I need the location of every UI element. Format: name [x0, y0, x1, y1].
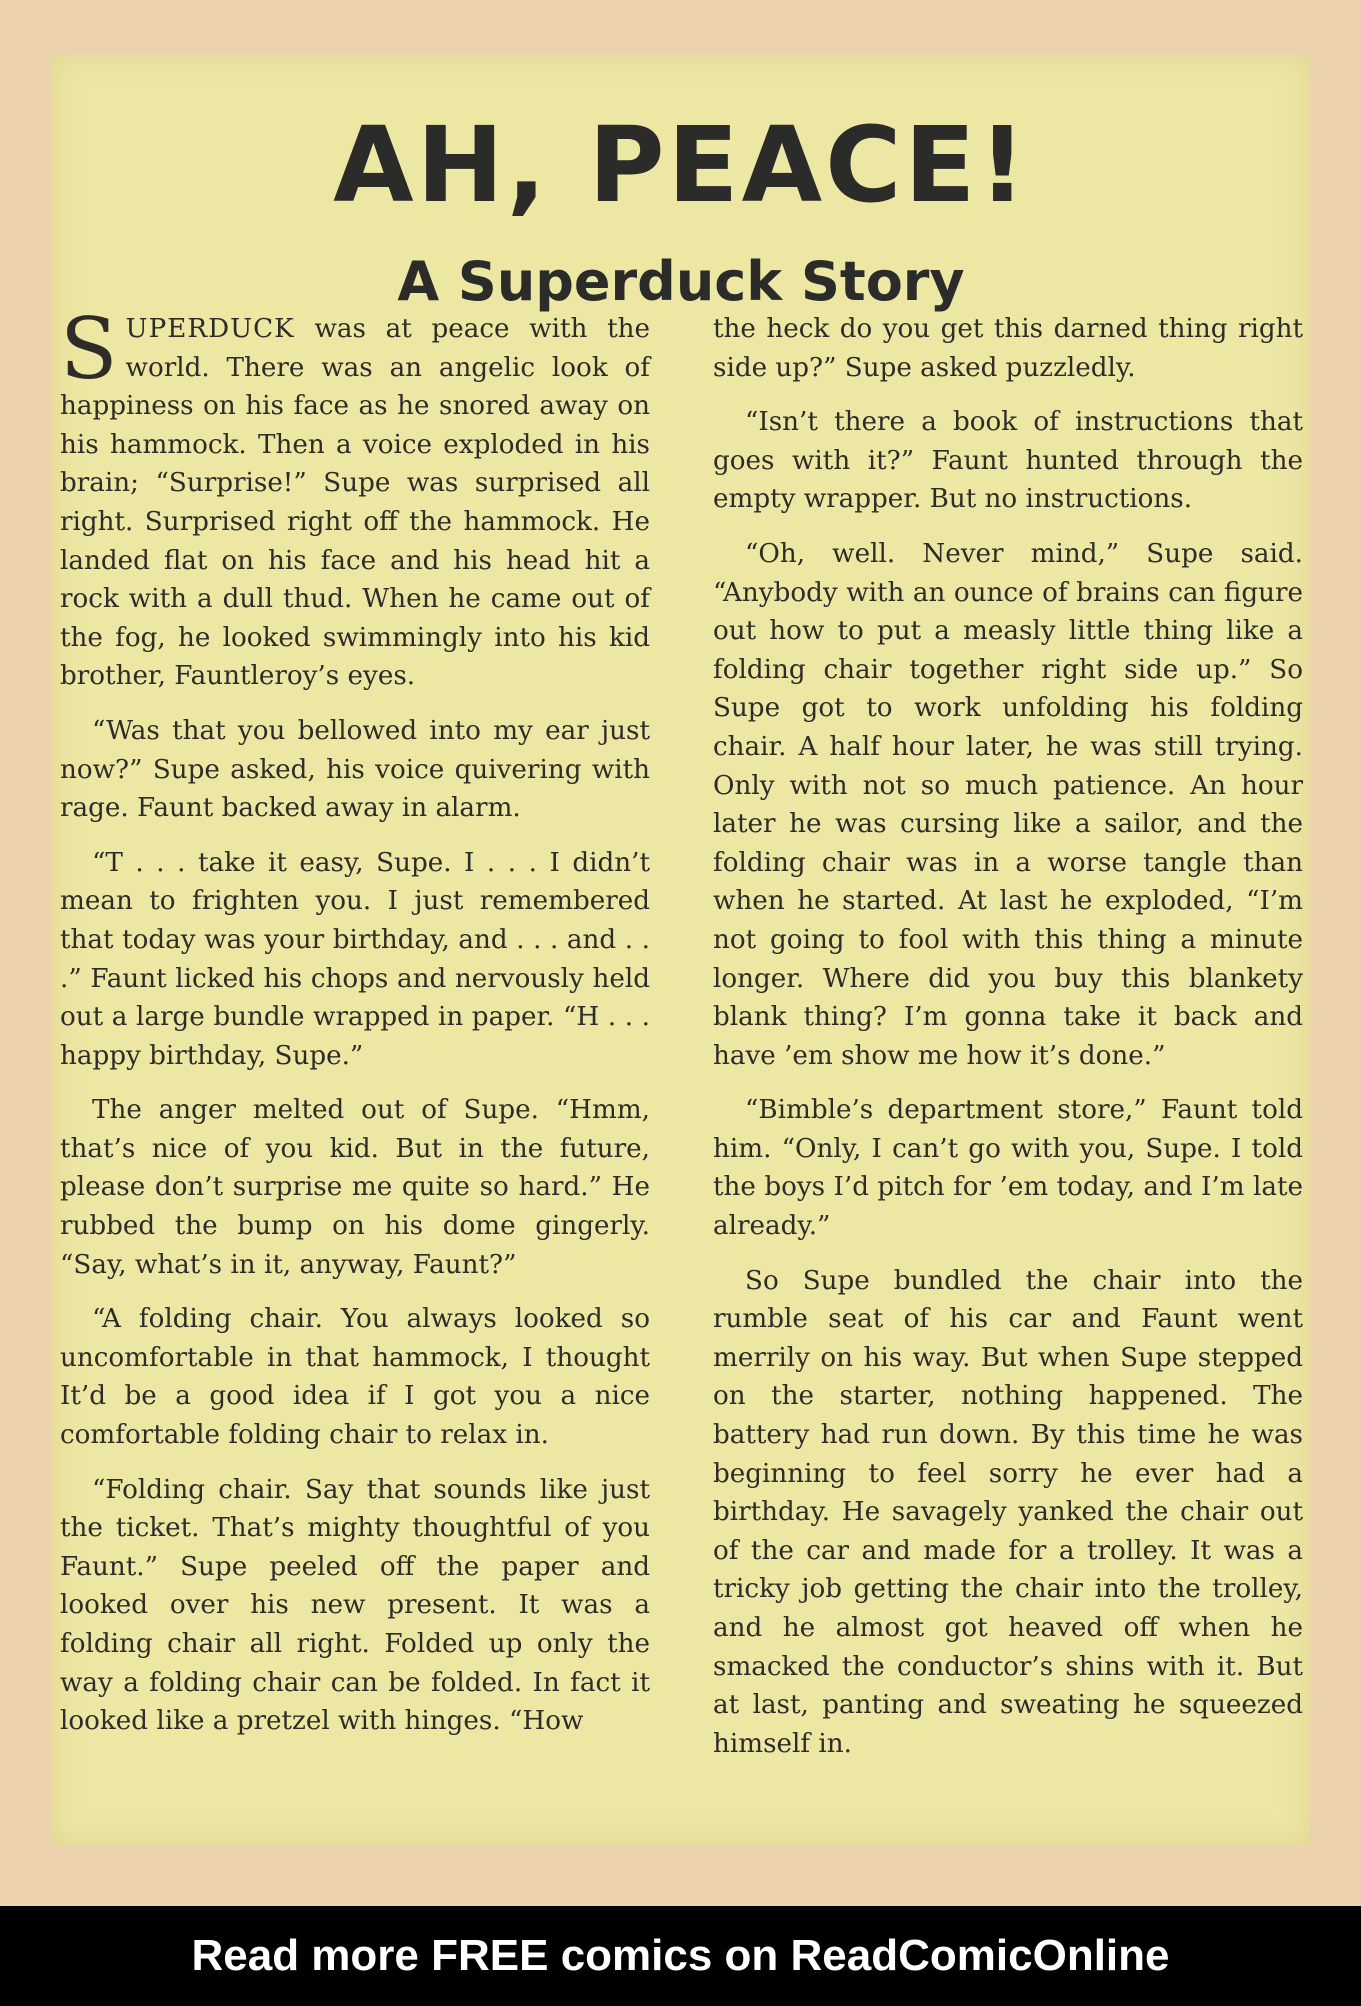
- paragraph-9: “Oh, well. Never mind,” Supe said. “Anybody with an ounce of brains can figure out how to put a measly little thing like a folding chair together right side up.” So Supe got to work unfolding his folding chair. A half hour later, he was still trying. Only with not so much patience. An hour later he was cursing like a sailor, and the folding chair was in a worse tangle than when he started. At last he exploded, “I’m not going to fool with this thing a minute longer. Where did you buy this blankety blank thing? I’m gonna take it back and have ’em show me how it’s done.”: [713, 538, 1303, 1071]
- right-column: [713, 310, 1303, 1779]
- paragraph-4: The anger melted out of Supe. “Hmm, that’s nice of you kid. But in the future, please don’t surprise me quite so hard.” He rubbed the bump on his dome gingerly. “Say, what’s in it, anyway, Faunt?”: [60, 1095, 650, 1280]
- paragraph-6: “Folding chair. Say that sounds like just the ticket. That’s mighty thoughtful of you Faunt.” Supe peeled off the paper and looked over his new present. It was a folding chair all right. Folded up only the way a folding chair can be folded. In fact it looked like a pretzel with hinges. “How: [60, 1474, 650, 1737]
- paragraph-10: “Bimble’s department store,” Faunt told him. “Only, I can’t go with you, Supe. I told the boys I’d pitch for ’em today, and I’m late already.”: [713, 1095, 1303, 1242]
- paragraph-3: “T . . . take it easy, Supe. I . . . I didn’t mean to frighten you. I just remembered that today was your birthday, and . . . and . . .” Faunt licked his chops and nervously held out a large bundle wrapped in paper. “H . . . happy birthday, Supe.”: [60, 847, 650, 1071]
- promo-banner[interactable]: Read more FREE comics on ReadComicOnline: [0, 1906, 1361, 2006]
- paragraph-text: was at peace with the world. There was an angelic look of happiness on his face as he snored away on his hammock. Then a voice exploded in his brain; “Surprise!” Supe was surprised all right. Surprised right off the hammock. He landed flat on his face and his head hit a rock with a dull thud. When he came out of the fog, he looked swimmingly into his kid brother, Fauntleroy’s eyes.: [60, 314, 650, 692]
- paragraph-8: “Isn’t there a book of instructions that goes with it?” Faunt hunted through the empty wrapper. But no instructions.: [713, 407, 1303, 515]
- paragraph-5: “A folding chair. You always looked so uncomfortable in that hammock, I thought It’d be a good idea if I got you a nice comfortable folding chair to relax in.: [60, 1304, 650, 1451]
- opening-word: UPERDUCK: [125, 314, 295, 344]
- drop-cap: S: [60, 300, 118, 398]
- story-subtitle: A Superduck Story: [397, 250, 965, 313]
- paragraph-1: [60, 300, 650, 696]
- paragraph-7: the heck do you get this darned thing right side up?” Supe asked puzzledly.: [713, 314, 1303, 383]
- paragraph-2: “Was that you bellowed into my ear just now?” Supe asked, his voice quivering with rage. Faunt backed away in alarm.: [60, 715, 650, 824]
- left-column: [60, 300, 650, 1757]
- story-title: AH, PEACE!: [333, 104, 1029, 226]
- paragraph-11: So Supe bundled the chair into the rumble seat of his car and Faunt went merrily on his way. But when Supe stepped on the starter, nothing happened. The battery had run down. By this time he was beginning to feel sorry he ever had a birthday. He savagely yanked the chair out of the car and made for a trolley. It was a tricky job getting the chair into the trolley, and he almost got heaved off when he smacked the conductor’s shins with it. But at last, panting and sweating he squeezed himself in.: [713, 1265, 1303, 1759]
